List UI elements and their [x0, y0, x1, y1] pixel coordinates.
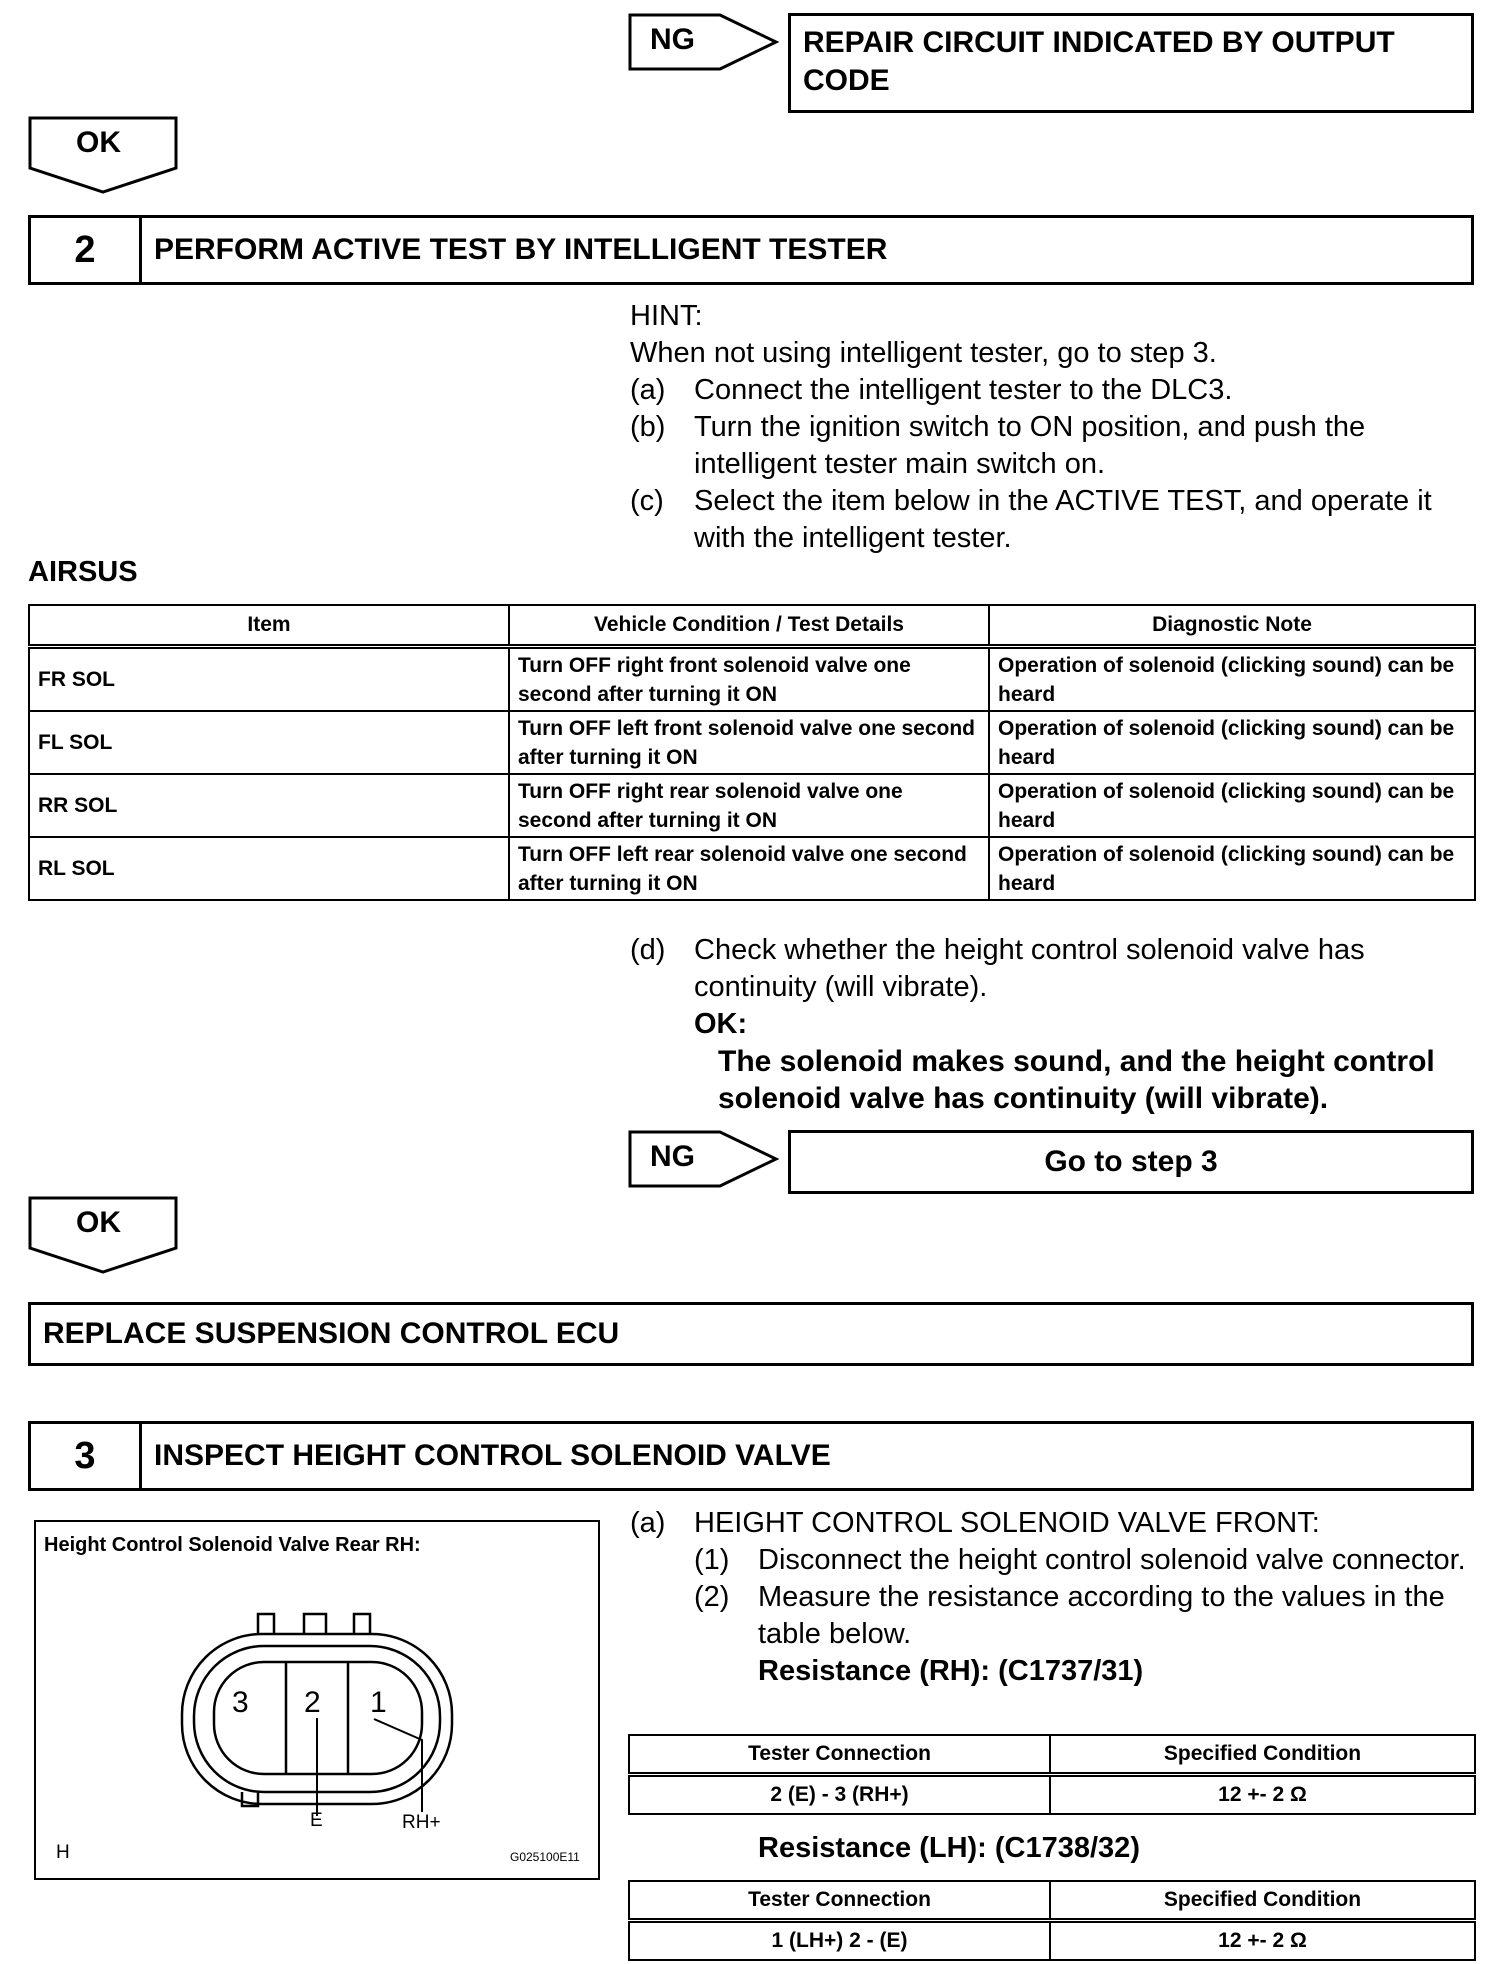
- ng-label: NG: [650, 1140, 695, 1173]
- table-title: AIRSUS: [28, 556, 138, 588]
- resistance-rh-title: Resistance (RH): (C1737/31): [758, 1655, 1144, 1687]
- ok-label: OK: [76, 126, 121, 159]
- table-cell: Operation of solenoid (clicking sound) can be heard: [989, 647, 1475, 712]
- item-text: Turn the ignition switch to ON position, and push the intelligent tester main switch on.: [694, 411, 1366, 480]
- table-cell: RR SOL: [29, 774, 509, 837]
- table-cell: Operation of solenoid (clicking sound) can be heard: [989, 774, 1475, 837]
- table-cell: 1 (LH+) 2 - (E): [629, 1921, 1050, 1961]
- ng-result-box: [788, 13, 1474, 113]
- column-header: Vehicle Condition / Test Details: [509, 605, 989, 647]
- ok-indicator: [28, 1196, 178, 1276]
- item-mark: (b): [630, 411, 666, 443]
- table-cell: Operation of solenoid (clicking sound) can be heard: [989, 711, 1475, 774]
- step-2-instructions: [630, 298, 1480, 557]
- ng-result-box: [788, 1130, 1474, 1194]
- pin-2-label: 2: [304, 1686, 321, 1719]
- table-cell: Turn OFF left rear solenoid valve one second after turning it ON: [509, 837, 989, 900]
- figure-corner-label: H: [56, 1842, 70, 1863]
- item-text: Check whether the height control solenoid valve has continuity (will vibrate).: [694, 934, 1365, 1003]
- item-mark: (d): [630, 934, 666, 966]
- item-mark: (a): [630, 1507, 666, 1539]
- instruction-item: [630, 1505, 1480, 1542]
- item-text: Connect the intelligent tester to the DLC3.: [694, 374, 1233, 406]
- table-row: [29, 837, 1475, 900]
- hint-text: When not using intelligent tester, go to step 3.: [630, 337, 1217, 369]
- table-cell: Turn OFF right rear solenoid valve one second after turning it ON: [509, 774, 989, 837]
- column-header: Item: [29, 605, 509, 647]
- item-mark: (c): [630, 485, 664, 517]
- column-header: Specified Condition: [1050, 1881, 1475, 1921]
- table-cell: 2 (E) - 3 (RH+): [629, 1775, 1050, 1815]
- go-to-step-link[interactable]: Go to step 3: [1044, 1145, 1218, 1178]
- item-text: Disconnect the height control solenoid valve connector.: [758, 1544, 1466, 1576]
- replace-ecu-text: REPLACE SUSPENSION CONTROL ECU: [43, 1317, 620, 1350]
- figure-caption: Height Control Solenoid Valve Rear RH:: [44, 1534, 421, 1556]
- pin-3-label: 3: [232, 1686, 249, 1719]
- ok-criteria-text: The solenoid makes sound, and the height control solenoid valve has continuity (will vibrate).: [718, 1045, 1435, 1115]
- ok-indicator: [28, 116, 178, 196]
- resistance-lh-title: Resistance (LH): (C1738/32): [758, 1832, 1140, 1864]
- column-header: Tester Connection: [629, 1735, 1050, 1775]
- step-number: 2: [31, 218, 142, 282]
- table-header-row: [29, 605, 1475, 647]
- instruction-item: [630, 483, 1480, 557]
- ng-indicator: [628, 1130, 778, 1186]
- resistance-rh-table: [628, 1734, 1476, 1815]
- ng-indicator: [628, 13, 778, 69]
- ok-criteria-heading: OK:: [694, 1008, 748, 1040]
- step-title: PERFORM ACTIVE TEST BY INTELLIGENT TESTER: [154, 233, 888, 266]
- airsus-table: [28, 604, 1476, 901]
- instruction-item: [630, 372, 1480, 409]
- instruction-item: [630, 932, 1480, 1006]
- table-header-row: [629, 1735, 1475, 1775]
- step-3-header: [28, 1421, 1474, 1491]
- figure-code: G025100E11: [510, 1850, 580, 1864]
- resistance-lh-table: [628, 1880, 1476, 1961]
- terminal-rh-label: RH+: [402, 1812, 441, 1833]
- table-cell: Operation of solenoid (clicking sound) can be heard: [989, 837, 1475, 900]
- column-header: Specified Condition: [1050, 1735, 1475, 1775]
- item-mark: (1): [694, 1544, 730, 1576]
- table-row: [629, 1921, 1475, 1961]
- step-2-header: [28, 215, 1474, 285]
- column-header: Diagnostic Note: [989, 605, 1475, 647]
- table-row: [29, 774, 1475, 837]
- step-3-instructions: [630, 1505, 1480, 1690]
- connector-figure: [34, 1520, 600, 1880]
- table-cell: Turn OFF left front solenoid valve one second after turning it ON: [509, 711, 989, 774]
- hint-label: HINT:: [630, 300, 703, 332]
- ng-label: NG: [650, 23, 695, 56]
- check-instructions: [630, 932, 1480, 1117]
- table-cell: FR SOL: [29, 647, 509, 712]
- ok-label: OK: [76, 1206, 121, 1239]
- table-cell: FL SOL: [29, 711, 509, 774]
- replace-ecu-box: [28, 1302, 1474, 1366]
- table-row: [29, 711, 1475, 774]
- table-row: [629, 1775, 1475, 1815]
- item-text: Measure the resistance according to the values in the table below.: [758, 1581, 1445, 1650]
- table-cell: Turn OFF right front solenoid valve one second after turning it ON: [509, 647, 989, 712]
- item-mark: (a): [630, 374, 666, 406]
- ng-result-text: REPAIR CIRCUIT INDICATED BY OUTPUT CODE: [803, 26, 1395, 97]
- step-title: INSPECT HEIGHT CONTROL SOLENOID VALVE: [154, 1439, 831, 1472]
- column-header: Tester Connection: [629, 1881, 1050, 1921]
- instruction-subitem: [694, 1579, 1480, 1653]
- pin-1-label: 1: [370, 1686, 387, 1719]
- table-row: [29, 647, 1475, 712]
- item-mark: (2): [694, 1581, 730, 1613]
- item-text: Select the item below in the ACTIVE TEST, and operate it with the intelligent tester.: [694, 485, 1432, 554]
- instruction-item: [630, 409, 1480, 483]
- table-cell: 12 +- 2 Ω: [1050, 1775, 1475, 1815]
- table-cell: RL SOL: [29, 837, 509, 900]
- table-header-row: [629, 1881, 1475, 1921]
- table-cell: 12 +- 2 Ω: [1050, 1921, 1475, 1961]
- item-text: HEIGHT CONTROL SOLENOID VALVE FRONT:: [694, 1507, 1320, 1539]
- terminal-e-label: E: [310, 1810, 323, 1831]
- step-number: 3: [31, 1424, 142, 1488]
- instruction-subitem: [694, 1542, 1480, 1579]
